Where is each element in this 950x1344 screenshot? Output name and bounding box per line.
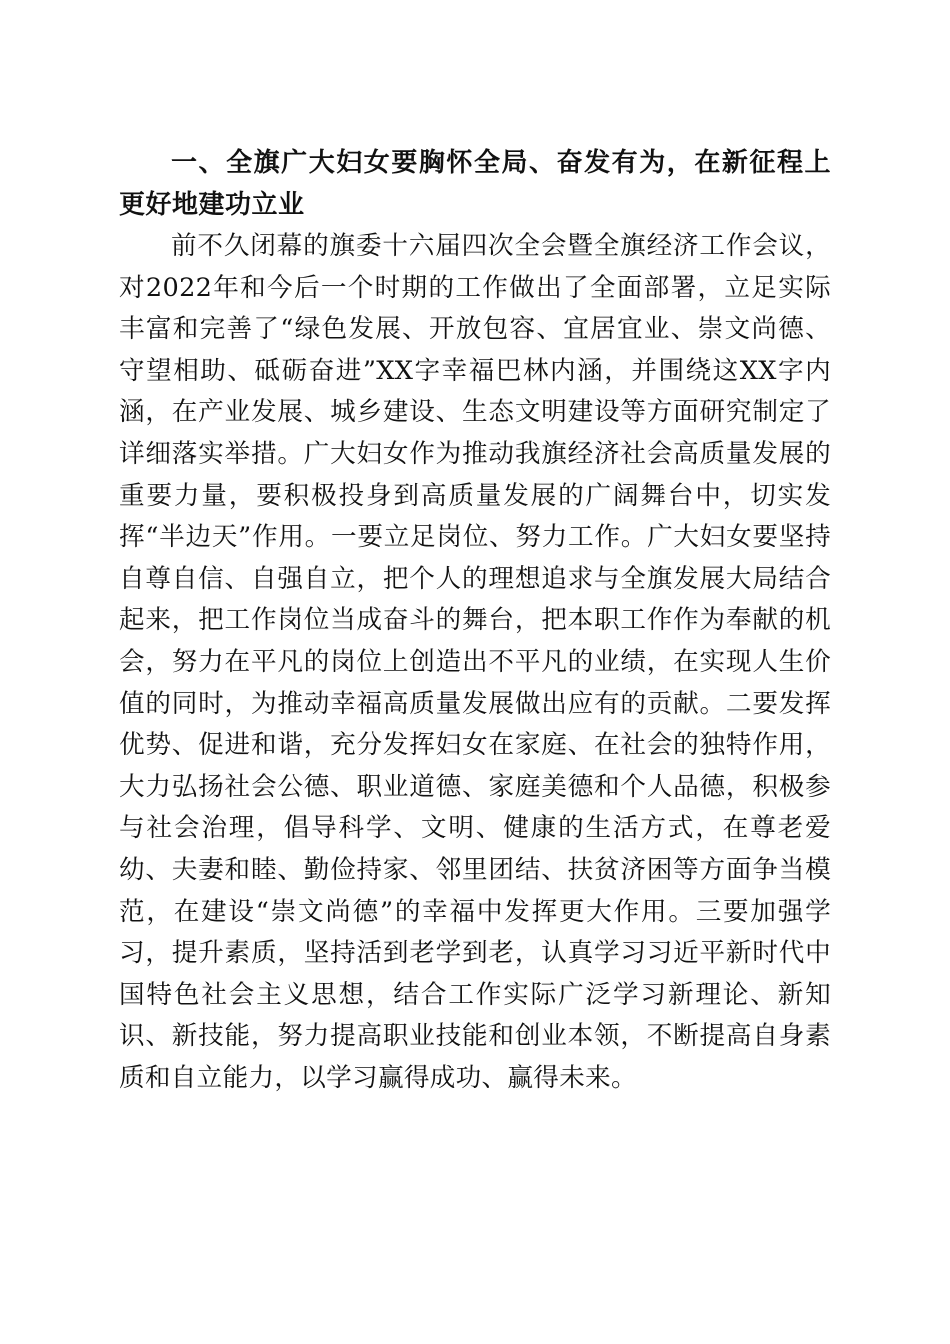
section-heading: 一、全旗广大妇女要胸怀全局、奋发有为，在新征程上更好地建功立业 — [119, 148, 831, 220]
document-body — [119, 142, 831, 1099]
section-paragraph: 前不久闭幕的旗委十六届四次全会暨全旗经济工作会议，对2022年和今后一个时期的工作做出了全面部署，立足实际丰富和完善了“绿色发展、开放包容、宜居宜业、崇文尚德、守望相助、砥砺奋进”XX字幸福巴林内涵，并围绕这XX字内涵，在产业发展、城乡建设、生态文明建设等方面研究制定了详细落实举措。广大妇女作为推动我旗经济社会高质量发展的重要力量，要积极投身到高质量发展的广阔舞台中，切实发挥“半边天”作用。一要立足岗位、努力工作。广大妇女要坚持自尊自信、自强自立，把个人的理想追求与全旗发展大局结合起来，把工作岗位当成奋斗的舞台，把本职工作作为奉献的机会，努力在平凡的岗位上创造出不平凡的业绩，在实现人生价值的同时，为推动幸福高质量发展做出应有的贡献。二要发挥优势、促进和谐，充分发挥妇女在家庭、在社会的独特作用，大力弘扬社会公德、职业道德、家庭美德和个人品德，积极参与社会治理，倡导科学、文明、健康的生活方式，在尊老爱幼、夫妻和睦、勤俭持家、邻里团结、扶贫济困等方面争当模范，在建设“崇文尚德”的幸福中发挥更大作用。三要加强学习，提升素质，坚持活到老学到老，认真学习习近平新时代中国特色社会主义思想，结合工作实际广泛学习新理论、新知识、新技能，努力提高职业技能和创业本领，不断提高自身素质和自立能力，以学习赢得成功、赢得未来。 — [119, 231, 831, 1093]
